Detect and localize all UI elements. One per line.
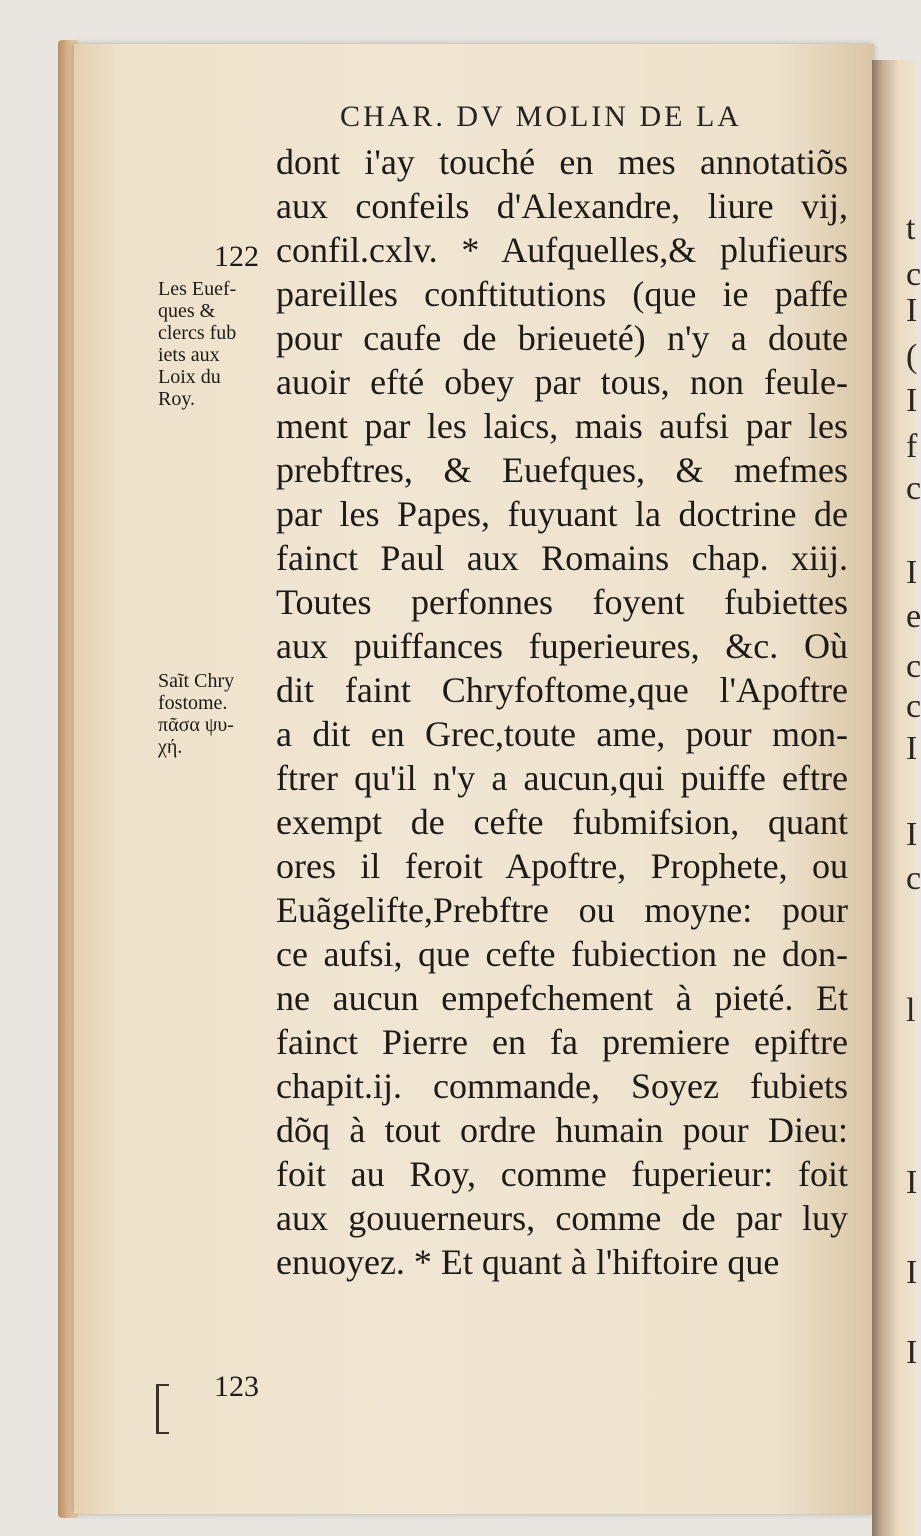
- text-line: Euãgelifte,Prebftre ou moyne: pour: [276, 890, 848, 930]
- facing-page-glyph: t: [906, 210, 916, 247]
- facing-page-glyph: l: [906, 992, 916, 1029]
- text-line: enuoyez. * Et quant à l'hiftoire que: [276, 1242, 780, 1282]
- text-line: aux confeils d'Alexandre, liure vij,: [276, 186, 848, 226]
- text-line: prebftres, & Euefques, & mefmes: [276, 450, 848, 490]
- margin-number: 123: [214, 1370, 259, 1403]
- margin-note-line: clercs fub: [158, 322, 237, 344]
- margin-note-line: fostome.: [158, 692, 228, 714]
- facing-page-glyph: c: [906, 470, 921, 507]
- text-line: foit au Roy, comme fuperieur: foit: [276, 1154, 848, 1194]
- facing-page-glyph: I: [906, 1334, 918, 1371]
- facing-page-glyph: (: [906, 338, 918, 375]
- margin-note-line: Les Euef-: [158, 278, 237, 300]
- facing-page-glyph: c: [906, 648, 921, 685]
- facing-page-glyph: c: [906, 688, 921, 725]
- text-line: chapit.ij. commande, Soyez fubiets: [276, 1066, 848, 1106]
- text-line: fainct Paul aux Romains chap. xiij.: [276, 538, 848, 578]
- margin-note-line: iets aux: [158, 344, 220, 366]
- margin-note-line: Saĩt Chry: [158, 670, 235, 692]
- text-line: Toutes perfonnes foyent fubiettes: [276, 582, 848, 622]
- text-line: ftrer qu'il n'y a aucun,qui puiffe eftre: [276, 758, 848, 798]
- facing-page-glyph: f: [906, 428, 918, 465]
- body-text: [276, 140, 848, 1284]
- facing-page-glyph: I: [906, 816, 918, 853]
- facing-page-glyph: I: [906, 1164, 918, 1201]
- text-line: ce aufsi, que cefte fubiection ne don-: [276, 934, 848, 974]
- facing-page-glyph: I: [906, 1254, 918, 1291]
- facing-page-glyph: I: [906, 730, 918, 767]
- text-line: ment par les laics, mais aufsi par les: [276, 406, 848, 446]
- text-line: pour caufe de brieueté) n'y a doute: [276, 318, 848, 358]
- facing-page-glyph: I: [906, 554, 918, 591]
- text-line: a dit en Grec,toute ame, pour mon-: [276, 714, 848, 754]
- facing-page-glyph: c: [906, 860, 921, 897]
- facing-page-glyph: I: [906, 292, 918, 329]
- text-line: dit faint Chryfoftome,que l'Apoftre: [276, 670, 848, 710]
- text-line: auoir efté obey par tous, non feule-: [276, 362, 848, 402]
- facing-page-edge: [872, 60, 921, 1536]
- running-head: CHAR. DV MOLIN DE LA: [340, 100, 742, 133]
- margin-number: 122: [214, 240, 259, 273]
- margin-note-line: χή.: [158, 736, 183, 758]
- text-line: fainct Pierre en fa premiere epiftre: [276, 1022, 848, 1062]
- text-line: exempt de cefte fubmifsion, quant: [276, 802, 848, 842]
- facing-page-glyph: e: [906, 598, 921, 635]
- facing-page-glyph: I: [906, 382, 918, 419]
- text-line: aux gouuerneurs, comme de par luy: [276, 1198, 848, 1238]
- margin-note-line: Loix du: [158, 366, 221, 388]
- margin-note: [158, 278, 270, 410]
- text-line: confil.cxlv. * Aufquelles,& plufieurs: [276, 230, 848, 270]
- text-line: pareilles conftitutions (que ie paffe: [276, 274, 848, 314]
- facing-page-glyph: c: [906, 256, 921, 293]
- text-line: ne aucun empefchement à pieté. Et: [276, 978, 848, 1018]
- text-line: aux puiffances fuperieures, &c. Où: [276, 626, 848, 666]
- text-line: dõq à tout ordre humain pour Dieu:: [276, 1110, 848, 1150]
- margin-note-line: Roy.: [158, 388, 196, 410]
- margin-note-line: πᾶσα ψυ-: [158, 714, 234, 736]
- text-line: par les Papes, fuyuant la doctrine de: [276, 494, 848, 534]
- text-line: ores il feroit Apoftre, Prophete, ou: [276, 846, 848, 886]
- margin-bracket: [156, 1384, 169, 1434]
- margin-note: [158, 670, 270, 758]
- text-line: dont i'ay touché en mes annotatiõs: [276, 142, 848, 182]
- margin-note-line: ques &: [158, 300, 216, 322]
